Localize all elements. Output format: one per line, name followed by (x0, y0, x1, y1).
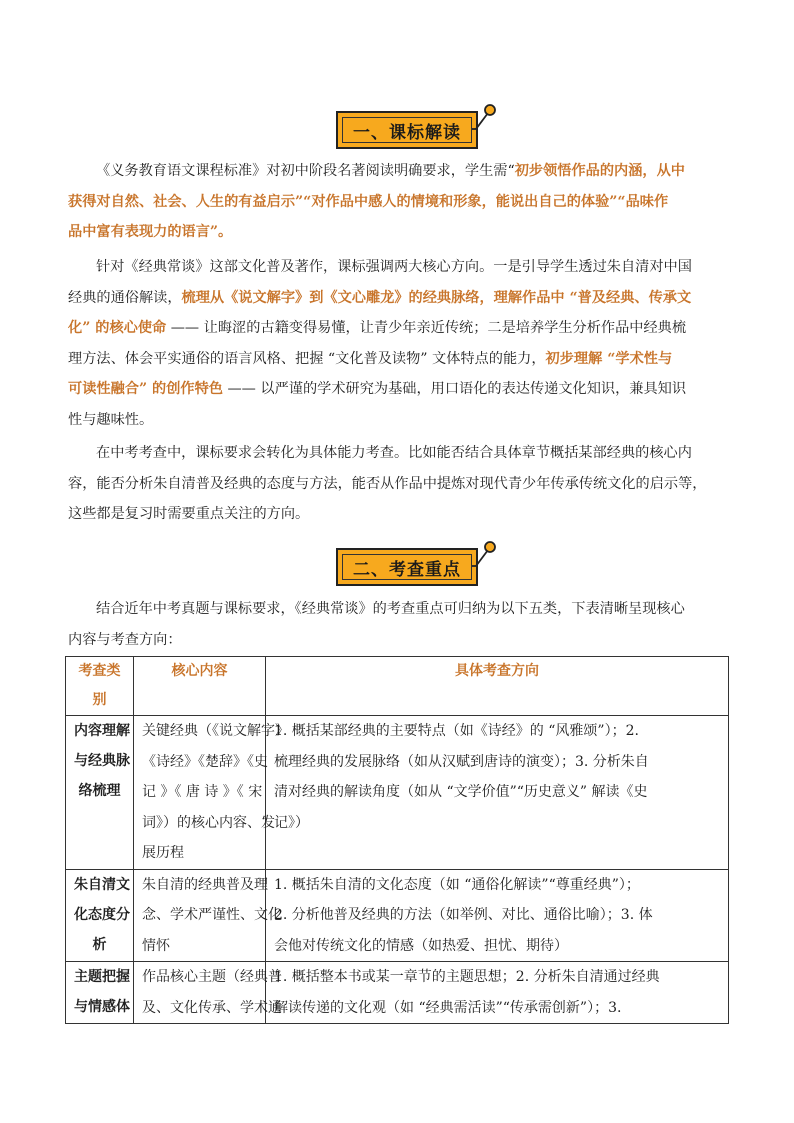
cell-line: 内容理解 (74, 723, 130, 739)
paragraph-1 (68, 156, 728, 248)
p2-line-2 (68, 283, 728, 314)
p2-line-5 (68, 374, 728, 405)
p2-line-4-highlight: 初步理解 “学术性与 (545, 350, 673, 367)
paragraph-2 (68, 252, 728, 435)
row-1-content (134, 716, 289, 870)
table-row (66, 962, 729, 1024)
cell-line: 关键经典（《说文解字》 (142, 723, 289, 739)
p2-line-5-plain: —— 以严谨的学术研究为基础，用口语化的表达传递文化知识，兼具知识 (222, 381, 687, 397)
cell-line: 词》）的核心内容、发 (142, 814, 275, 831)
row-1-direction (266, 716, 729, 870)
cell-line: 朱自清的经典普及理 (142, 876, 268, 893)
cell-line: 情怀 (142, 937, 170, 954)
row-2-direction (266, 869, 729, 962)
cell-line: 记》） (274, 814, 309, 831)
cell-line: 朱自清文 (74, 876, 130, 893)
cell-line: 1. 概括某部经典的主要特点（如《诗经》的 “风雅颂”）；2. (274, 723, 639, 739)
p2-line-2-plain: 经典的通俗解读， (68, 289, 182, 306)
p3-line-1: 在中考考查中，课标要求会转化为具体能力考查。比如能否结合具体章节概括某部经典的核心内 (96, 445, 692, 461)
section-heading-2 (336, 540, 496, 590)
p2-line-3-highlight: 化” 的核心使命 (68, 320, 167, 336)
section-2-intro (68, 594, 728, 655)
row-3-content (134, 962, 282, 1024)
cell-line: 主题把握 (74, 969, 130, 985)
table-row (66, 869, 729, 962)
section-heading-2-text: 二、考查重点 (342, 554, 472, 580)
cell-line: 络梳理 (78, 783, 121, 799)
decorative-pin-icon (472, 103, 496, 133)
cell-line: 清对经典的解读角度（如从 “文学价值”“历史意义” 解读《史 (274, 784, 648, 800)
row-1-category (66, 716, 134, 870)
cell-line: 作品核心主题（经典普 (142, 969, 282, 985)
p3-line-2: 容，能否分析朱自清普及经典的态度与方法，能否从作品中提炼对现代青少年传承传统文化的启示等， (68, 475, 707, 492)
p2-line-3 (68, 313, 728, 344)
p1-line-1 (68, 156, 728, 187)
header-direction: 具体考查方向 (266, 657, 729, 716)
cell-line: 1. 概括朱自清的文化态度（如 “通俗化解读”“尊重经典”）； (274, 876, 640, 893)
p2-line-1: 针对《经典常谈》这部文化普及著作，课标强调两大核心方向。一是引导学生透过朱自清对中国 (96, 259, 692, 275)
header-content: 核心内容 (134, 657, 266, 716)
exam-focus-table (65, 656, 729, 1024)
cell-line: 会他对传统文化的情感（如热爱、担忧、期待） (274, 937, 568, 954)
p2-line-6: 性与趣味性。 (68, 411, 154, 428)
p1-line-3: 品中富有表现力的语言”。 (68, 224, 233, 240)
paragraph-3 (68, 438, 728, 530)
p3-line-3: 这些都是复习时需要重点关注的方向。 (68, 506, 310, 522)
cell-line: 与经典脉 (74, 753, 130, 769)
p2-line-4 (68, 344, 728, 375)
cell-line: 《诗经》《楚辞》《史 (142, 753, 268, 770)
intro-line-2: 内容与考查方向： (68, 631, 182, 648)
row-3-direction (266, 962, 729, 1024)
p2-line-2-highlight: 梳理从《说文解字》到《文心雕龙》的经典脉络，理解作品中 “普及经典、传承文 (181, 289, 692, 306)
p1-line-2: 获得对自然、社会、人生的有益启示”“对作品中感人的情境和形象，能说出自己的体验”“品味作 (68, 193, 669, 210)
cell-line: 及、文化传承、学术通 (142, 999, 282, 1016)
p2-line-4-plain: 理方法、体会平实通俗的语言风格、把握 “文化普及读物” 文体特点的能力， (68, 350, 546, 367)
cell-line: 析 (92, 936, 107, 953)
row-2-content (134, 869, 282, 962)
cell-line: 与情感体 (74, 999, 130, 1015)
cell-line: 梳理经典的发展脉络（如从汉赋到唐诗的演变）；3. 分析朱自 (274, 753, 649, 770)
table-header-row (66, 657, 729, 716)
p2-line-3-plain: —— 让晦涩的古籍变得易懂，让青少年亲近传统；二是培养学生分析作品中经典梳 (166, 320, 687, 336)
cell-line: 记 》《 唐 诗 》《 宋 (142, 784, 263, 800)
cell-line: 化态度分 (74, 906, 130, 923)
decorative-pin-icon (472, 540, 496, 570)
cell-line: 展历程 (142, 845, 184, 861)
row-3-category (66, 962, 134, 1024)
p1-line-1-plain: 《义务教育语文课程标准》对初中阶段名著阅读明确要求，学生需“ (96, 163, 515, 179)
p1-line-1-highlight: 初步领悟作品的内涵，从中 (514, 163, 685, 179)
cell-line: 1. 概括整本书或某一章节的主题思想；2. 分析朱自清通过经典 (274, 969, 660, 985)
header-category: 考查类别 (66, 657, 134, 716)
cell-line: 2. 分析他普及经典的方法（如举例、对比、通俗比喻）；3. 体 (274, 907, 653, 923)
table-row (66, 716, 729, 870)
intro-line-1: 结合近年中考真题与课标要求，《经典常谈》的考查重点可归纳为以下五类，下表清晰呈现核心 (96, 601, 685, 617)
cell-line: 念、学术严谨性、文化 (142, 907, 282, 923)
p2-line-5-highlight: 可读性融合” 的创作特色 (68, 381, 223, 397)
cell-line: 解读传递的文化观（如 “经典需活读”“传承需创新”）；3. (274, 999, 622, 1016)
row-2-category (66, 869, 134, 962)
section-heading-1 (336, 103, 496, 153)
section-heading-1-text: 一、课标解读 (342, 117, 472, 143)
